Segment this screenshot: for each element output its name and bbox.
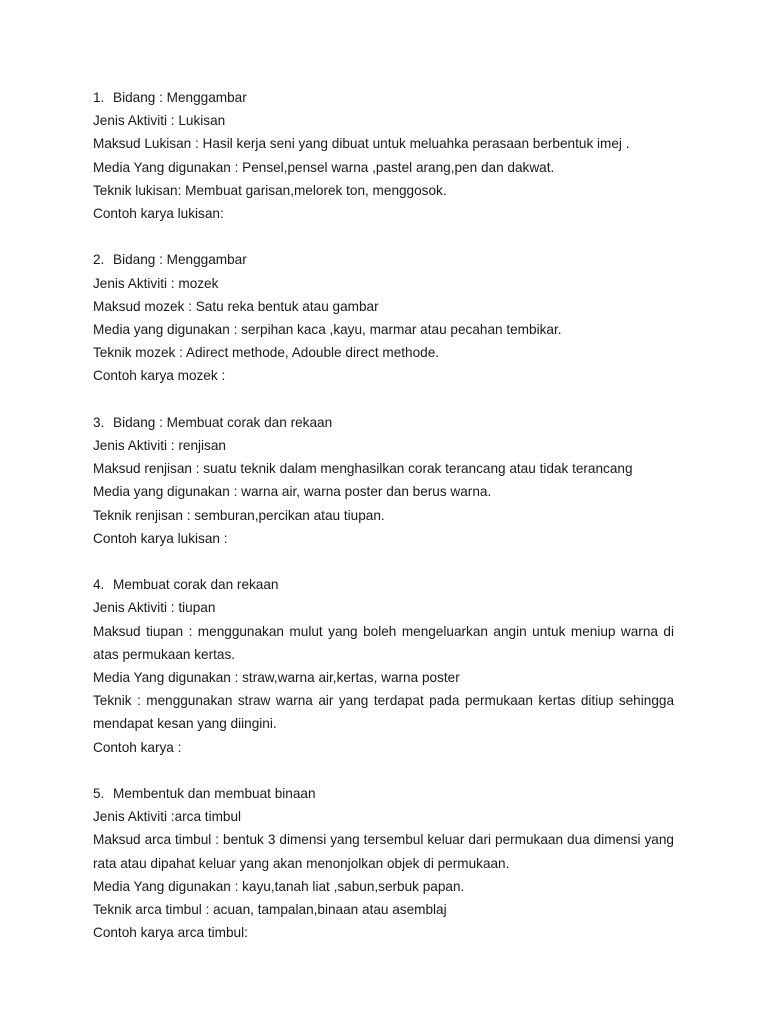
meaning: Maksud renjisan : suatu teknik dalam menghasilkan corak terancang atau tidak terancang (93, 461, 633, 477)
section-5 (93, 782, 674, 944)
section-1 (93, 86, 674, 225)
section-4 (93, 573, 674, 759)
technique: Teknik arca timbul : acuan, tampalan,binaan atau asemblaj (93, 902, 447, 918)
media-used: Media yang digunakan : warna air, warna poster dan berus warna. (93, 484, 492, 500)
technique: Teknik lukisan: Membuat garisan,melorek ton, menggosok. (93, 182, 447, 198)
section-heading (93, 86, 674, 109)
example-work: Contoh karya mozek : (93, 368, 226, 384)
meaning: Maksud Lukisan : Hasil kerja seni yang dibuat untuk meluahka perasaan berbentuk imej . (93, 136, 630, 152)
technique: Teknik mozek : Adirect methode, Adouble direct methode. (93, 345, 440, 361)
example-work: Contoh karya lukisan: (93, 206, 224, 222)
document-page (93, 86, 674, 968)
section-number: 2. (93, 252, 105, 268)
example-work: Contoh karya arca timbul: (93, 925, 248, 941)
section-heading-text: Bidang : Menggambar (113, 90, 247, 105)
media-used: Media Yang digunakan : kayu,tanah liat ,sabun,serbuk papan. (93, 878, 465, 894)
example-work: Contoh karya : (93, 739, 182, 755)
activity-type: Jenis Aktiviti :arca timbul (93, 809, 242, 825)
activity-type: Jenis Aktiviti : tiupan (93, 600, 216, 616)
activity-type: Jenis Aktiviti : renjisan (93, 438, 226, 454)
section-heading (93, 248, 674, 271)
media-used: Media yang digunakan : serpihan kaca ,kayu, marmar atau pecahan tembikar. (93, 322, 562, 338)
activity-type: Jenis Aktiviti : Lukisan (93, 113, 226, 129)
section-heading-text: Bidang : Membuat corak dan rekaan (113, 414, 333, 430)
meaning: Maksud tiupan : menggunakan mulut yang boleh mengeluarkan angin untuk meniup warna di atas permukaan kertas. (93, 623, 674, 662)
technique: Teknik renjisan : semburan,percikan atau tiupan. (93, 507, 385, 523)
meaning: Maksud arca timbul : bentuk 3 dimensi yang tersembul keluar dari permukaan dua dimensi yang rata atau dipahat keluar yang akan menonjolkan objek di permukaan. (93, 832, 674, 871)
section-heading-text: Membuat corak dan rekaan (113, 577, 279, 593)
technique: Teknik : menggunakan straw warna air yang terdapat pada permukaan kertas ditiup sehingga mendapat kesan yang diingini. (93, 693, 674, 732)
section-heading (93, 573, 674, 596)
media-used: Media Yang digunakan : Pensel,pensel warna ,pastel arang,pen dan dakwat. (93, 159, 555, 175)
example-work: Contoh karya lukisan : (93, 530, 228, 546)
section-2 (93, 248, 674, 387)
section-number: 3. (93, 414, 105, 430)
media-used: Media Yang digunakan : straw,warna air,kertas, warna poster (93, 670, 460, 686)
section-3 (93, 411, 674, 550)
section-number: 4. (93, 577, 105, 593)
section-heading-text: Bidang : Menggambar (113, 252, 247, 268)
section-heading-text: Membentuk dan membuat binaan (113, 786, 316, 802)
meaning: Maksud mozek : Satu reka bentuk atau gambar (93, 298, 379, 314)
section-number: 1. (93, 90, 105, 105)
section-heading (93, 411, 674, 434)
activity-type: Jenis Aktiviti : mozek (93, 275, 219, 291)
section-number: 5. (93, 786, 105, 802)
section-heading (93, 782, 674, 805)
